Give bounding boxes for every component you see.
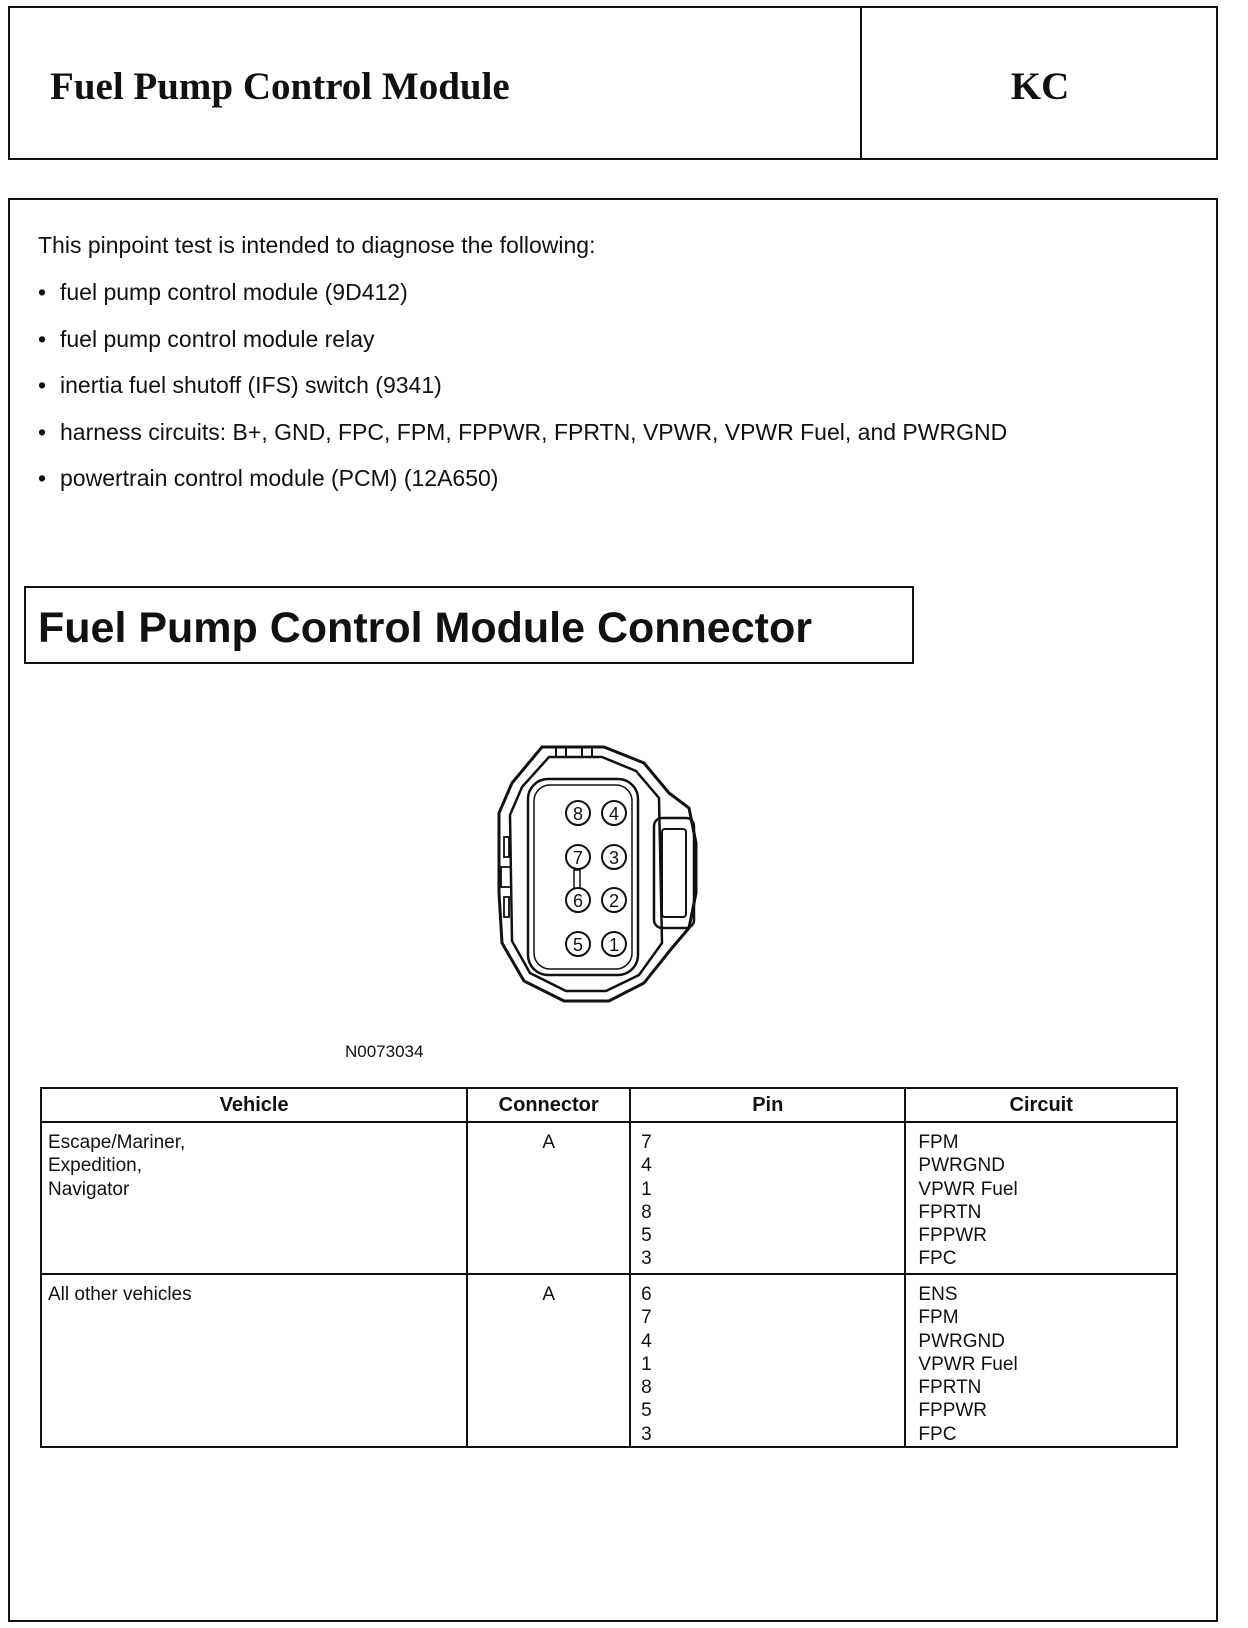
pin-4: [602, 801, 626, 825]
column-header-vehicle: Vehicle: [41, 1088, 467, 1122]
key-slot: [501, 867, 511, 887]
diagnosis-list: [38, 278, 1007, 511]
pin-cell: 7 4 1 8 5 3: [630, 1122, 905, 1274]
bullet-icon: •: [38, 372, 47, 398]
pin-bridge: [574, 870, 580, 890]
header-box: [8, 6, 1218, 160]
bullet-icon: •: [38, 325, 47, 352]
pin-cell: 6 7 4 1 8 5 3: [630, 1274, 905, 1447]
connector-cell: A: [467, 1122, 630, 1274]
svg-text:5: 5: [572, 935, 584, 955]
list-item: • powertrain control module (PCM) (12A650): [38, 465, 499, 491]
page-title: Fuel Pump Control Module: [50, 65, 510, 108]
vehicle-cell: Escape/Mariner, Expedition, Navigator: [41, 1122, 467, 1274]
column-header-connector: Connector: [467, 1088, 630, 1122]
column-header-pin: Pin: [630, 1088, 905, 1122]
connector-cell: A: [467, 1274, 630, 1447]
pin-5: [566, 932, 590, 956]
list-item: • fuel pump control module relay: [38, 325, 375, 352]
column-header-circuit: Circuit: [905, 1088, 1177, 1122]
svg-text:1: 1: [608, 935, 620, 955]
section-title-box: [24, 586, 914, 664]
svg-text:6: 6: [572, 891, 584, 911]
table-row: [41, 1274, 1177, 1447]
figure-id: N0073034: [345, 1042, 424, 1061]
vehicle-cell: All other vehicles: [41, 1274, 467, 1447]
section-title: Fuel Pump Control Module Connector: [38, 604, 812, 652]
bullet-icon: •: [38, 279, 47, 305]
svg-text:2: 2: [608, 891, 620, 911]
bullet-icon: •: [38, 465, 47, 491]
key-slot: [504, 897, 509, 917]
circuit-cell: FPM PWRGND VPWR Fuel FPRTN FPPWR FPC: [905, 1122, 1177, 1274]
intro-text: This pinpoint test is intended to diagnose the following:: [38, 232, 596, 258]
list-item: • inertia fuel shutoff (IFS) switch (9341): [38, 372, 442, 398]
pin-1: [602, 932, 626, 956]
pin-2: [602, 888, 626, 912]
list-item: • harness circuits: B+, GND, FPC, FPM, FPPWR, FPRTN, VPWR, VPWR Fuel, and PWRGND: [38, 418, 1008, 445]
bullet-icon: •: [38, 418, 47, 445]
table-row: [41, 1122, 1177, 1274]
main-content-box: [8, 198, 1218, 1622]
pinpoint-test-code: KC: [1010, 65, 1070, 108]
svg-text:3: 3: [608, 848, 620, 868]
list-item: • fuel pump control module (9D412): [38, 279, 408, 305]
pin-8: [566, 801, 590, 825]
svg-text:8: 8: [572, 804, 584, 824]
svg-text:4: 4: [608, 804, 620, 824]
pin-6: [566, 888, 590, 912]
key-slot: [504, 837, 509, 857]
svg-text:7: 7: [572, 848, 584, 868]
pin-7: [566, 845, 590, 869]
pinout-table: [40, 1087, 1178, 1448]
pin-3: [602, 845, 626, 869]
lock-tab-inner: [662, 829, 686, 917]
circuit-cell: ENS FPM PWRGND VPWR Fuel FPRTN FPPWR FPC: [905, 1274, 1177, 1447]
table-header-row: [41, 1088, 1177, 1122]
connector-diagram: [494, 743, 734, 1008]
